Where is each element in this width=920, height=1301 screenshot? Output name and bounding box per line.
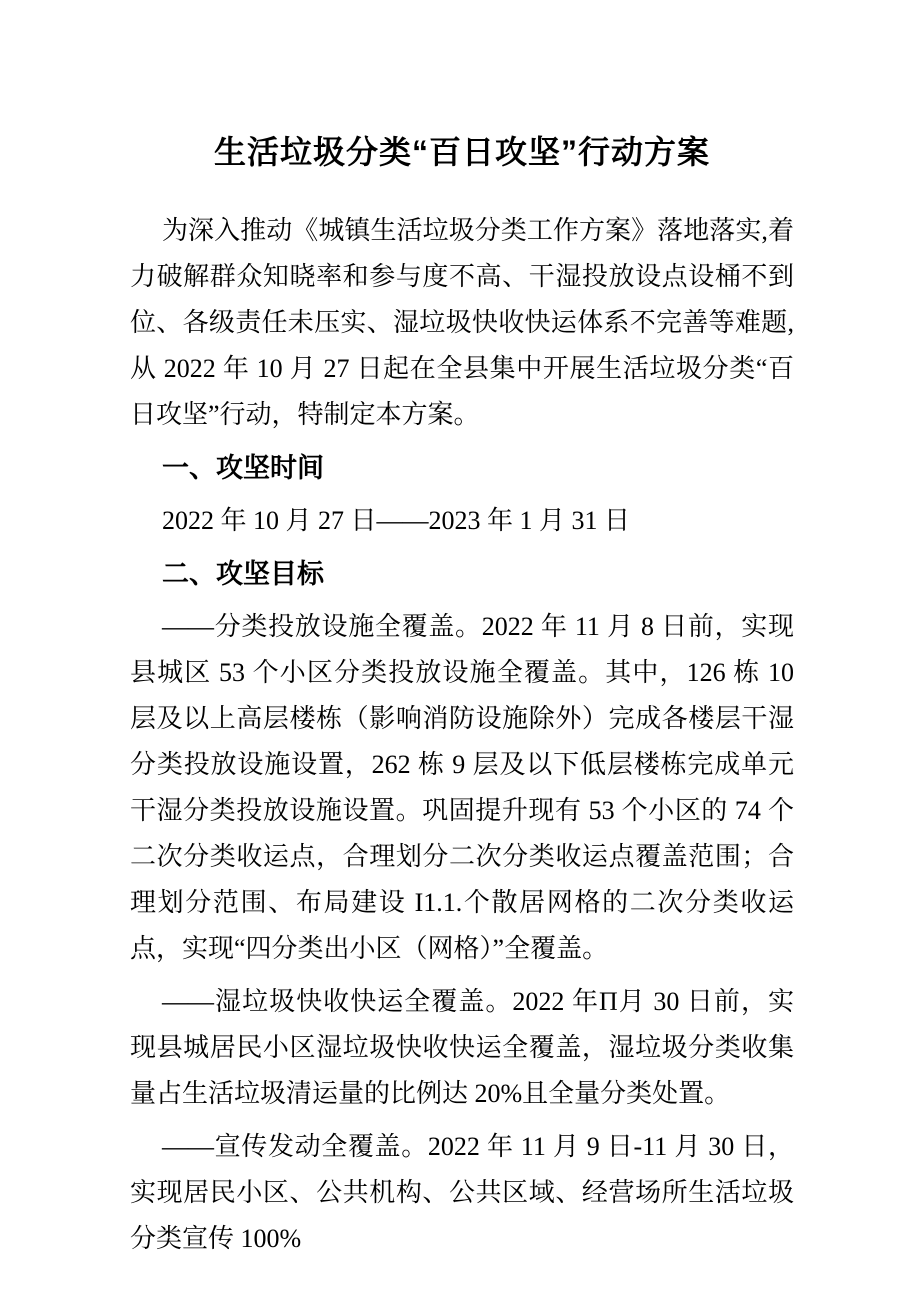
- time-range-line: 2022 年 10 月 27 日——2023 年 1 月 31 日: [162, 506, 631, 535]
- section-2-heading: 二、攻坚目标: [162, 559, 324, 589]
- goal-facilities-paragraph: ——分类投放设施全覆盖。2022 年 11 月 8 日前，实现县城区 53 个小区分类投放设施全覆盖。其中，126 栋 10 层及以上高层楼栋（影响消防设施除外）完成各楼层干湿分类投放设施设置，262 栋 9 层及以下低层楼栋完成单元干湿分类投放设施设置。巩固提升现有 53 个小区的 74 个二次分类收运点，合理划分二次分类收运点覆盖范围；合理划分范围、布局建设 I1.1.个散居网格的二次分类收运点，实现“四分类出小区（网格）”全覆盖。: [130, 612, 794, 963]
- goal-publicity-paragraph: ——宣传发动全覆盖。2022 年 11 月 9 日-11 月 30 日，实现居民小区、公共机构、公共区域、经营场所生活垃圾分类宣传 100%: [130, 1132, 794, 1253]
- intro-paragraph: 为深入推动《城镇生活垃圾分类工作方案》落地落实,着力破解群众知晓率和参与度不高、干湿投放设点设桶不到位、各级责任未压实、湿垃圾快收快运体系不完善等难题,从 2022 年 10 月 27 日起在全县集中开展生活垃圾分类“百日攻坚”行动，特制定本方案。: [130, 216, 794, 429]
- goal-wet-waste-paragraph: ——湿垃圾快收快运全覆盖。2022 年Π月 30 日前，实现县城居民小区湿垃圾快收快运全覆盖，湿垃圾分类收集量占生活垃圾清运量的比例达 20%且全量分类处置。: [130, 987, 794, 1108]
- section-1-heading: 一、攻坚时间: [162, 453, 324, 483]
- doc-title: 生活垃圾分类“百日攻坚”行动方案: [213, 134, 710, 170]
